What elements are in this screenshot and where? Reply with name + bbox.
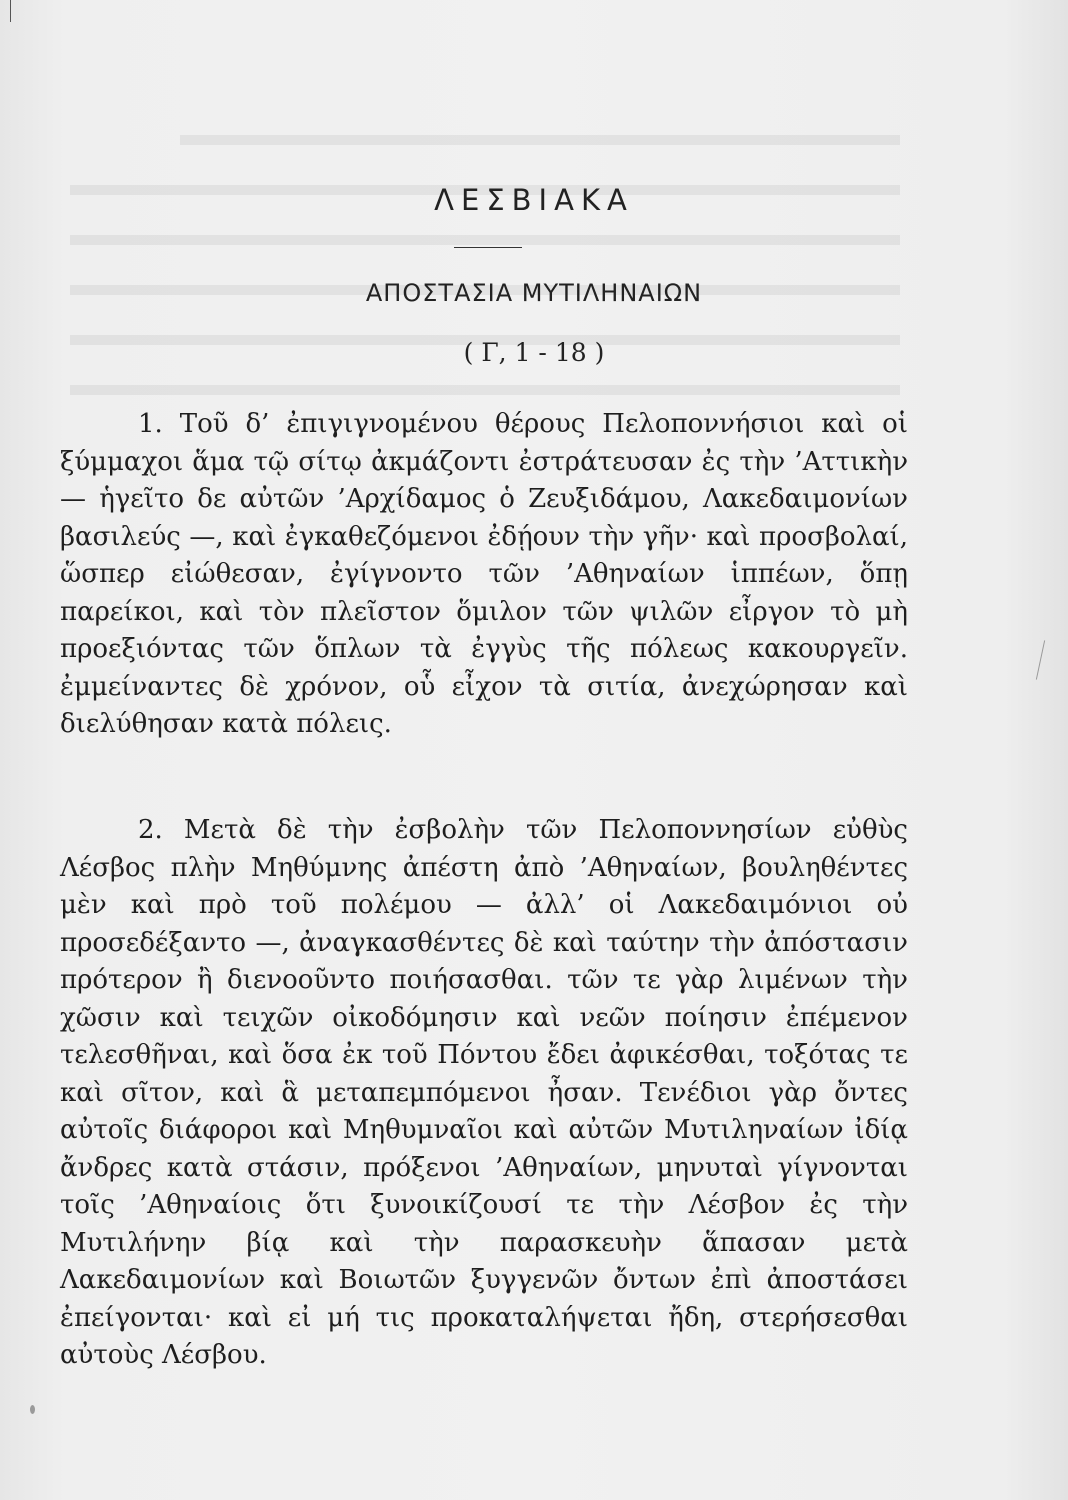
paragraph-2: 2. Μετὰ δὲ τὴν ἐσβολὴν τῶν Πελοποννησίων εὐθὺς Λέσβος πλὴν Μηθύμνης ἀπέστη ἀπὸ ’Αθηναίων, βουληθέντες μὲν καὶ πρὸ τοῦ πολέμου — ἀλλ’ οἱ Λακεδαιμόνιοι οὐ προσεδέξαντο —, ἀναγκασθέντες δὲ καὶ ταύτην τὴν ἀπόστασιν πρότερον ἢ διενοοῦντο ποιήσασθαι. τῶν τε γὰρ λιμένων τὴν χῶσιν καὶ τειχῶν οἰκοδόμησιν καὶ νεῶν ποίησιν ἐπέμενον τελεσθῆναι, καὶ ὅσα ἐκ τοῦ Πόντου ἔδει ἀφικέσθαι, τοξότας τε καὶ σῖτον, καὶ ἃ μεταπεμπόμενοι ἦσαν. Τενέδιοι γὰρ ὄντες αὐτοῖς διάφοροι καὶ Μηθυμναῖοι καὶ αὐτῶν Μυτιληναίων ἰδίᾳ ἄνδρες κατὰ στάσιν, πρόξενοι ’Αθηναίων, μηνυταὶ γίγνονται τοῖς ’Αθηναίοις ὅτι ξυνοικίζουσί τε τὴν Λέσβον ἐς τὴν Μυτιλήνην βίᾳ καὶ τὴν παρασκευὴν ἅπασαν μετὰ Λακεδαιμονίων καὶ Βοιωτῶν ξυγγενῶν ὄντων ἐπὶ ἀποστάσει ἐπείγονται· καὶ εἰ μή τις προκαταλήψεται ἤδη, στερήσεσθαι αὐτοὺς Λέσβου. [60,815,908,1370]
chapter-range: ( Γ, 1 - 18 ) [463,338,605,367]
paragraph-1: 1. Τοῦ δ’ ἐπιγιγνομένου θέρους Πελοποννήσιοι καὶ οἱ ξύμμαχοι ἅμα τῷ σίτῳ ἀκμάζοντι ἐστράτευσαν ἐς τὴν ’Αττικὴν — ἡγεῖτο δε αὐτῶν ’Αρχίδαμος ὁ Ζευξιδάμου, Λακεδαιμονίων βασιλεύς —, καὶ ἐγκαθεζόμενοι ἐδῄουν τὴν γῆν· καὶ προσβολαί, ὥσπερ εἰώθεσαν, ἐγίγνοντο τῶν ’Αθηναίων ἱππέων, ὅπῃ παρείκοι, καὶ τὸν πλεῖστον ὅμιλον τῶν ψιλῶν εἶργον τὸ μὴ προεξιόντας τῶν ὅπλων τὰ ἐγγὺς τῆς πόλεως κακουργεῖν. ἐμμείναντες δὲ χρόνον, οὗ εἶχον τὰ σιτία, ἀνεχώρησαν καὶ διελύθησαν κατὰ πόλεις. [60,409,908,739]
ink-speck [30,1405,35,1414]
gutter-mark [10,0,11,22]
margin-mark [1036,640,1045,679]
section-subtitle: ΑΠΟΣΤΑΣΙΑ ΜΥΤΙΛΗΝΑΙΩΝ [365,279,703,307]
title-rule [454,247,522,248]
page-title: ΛΕΣΒΙΑΚΑ [434,183,634,217]
